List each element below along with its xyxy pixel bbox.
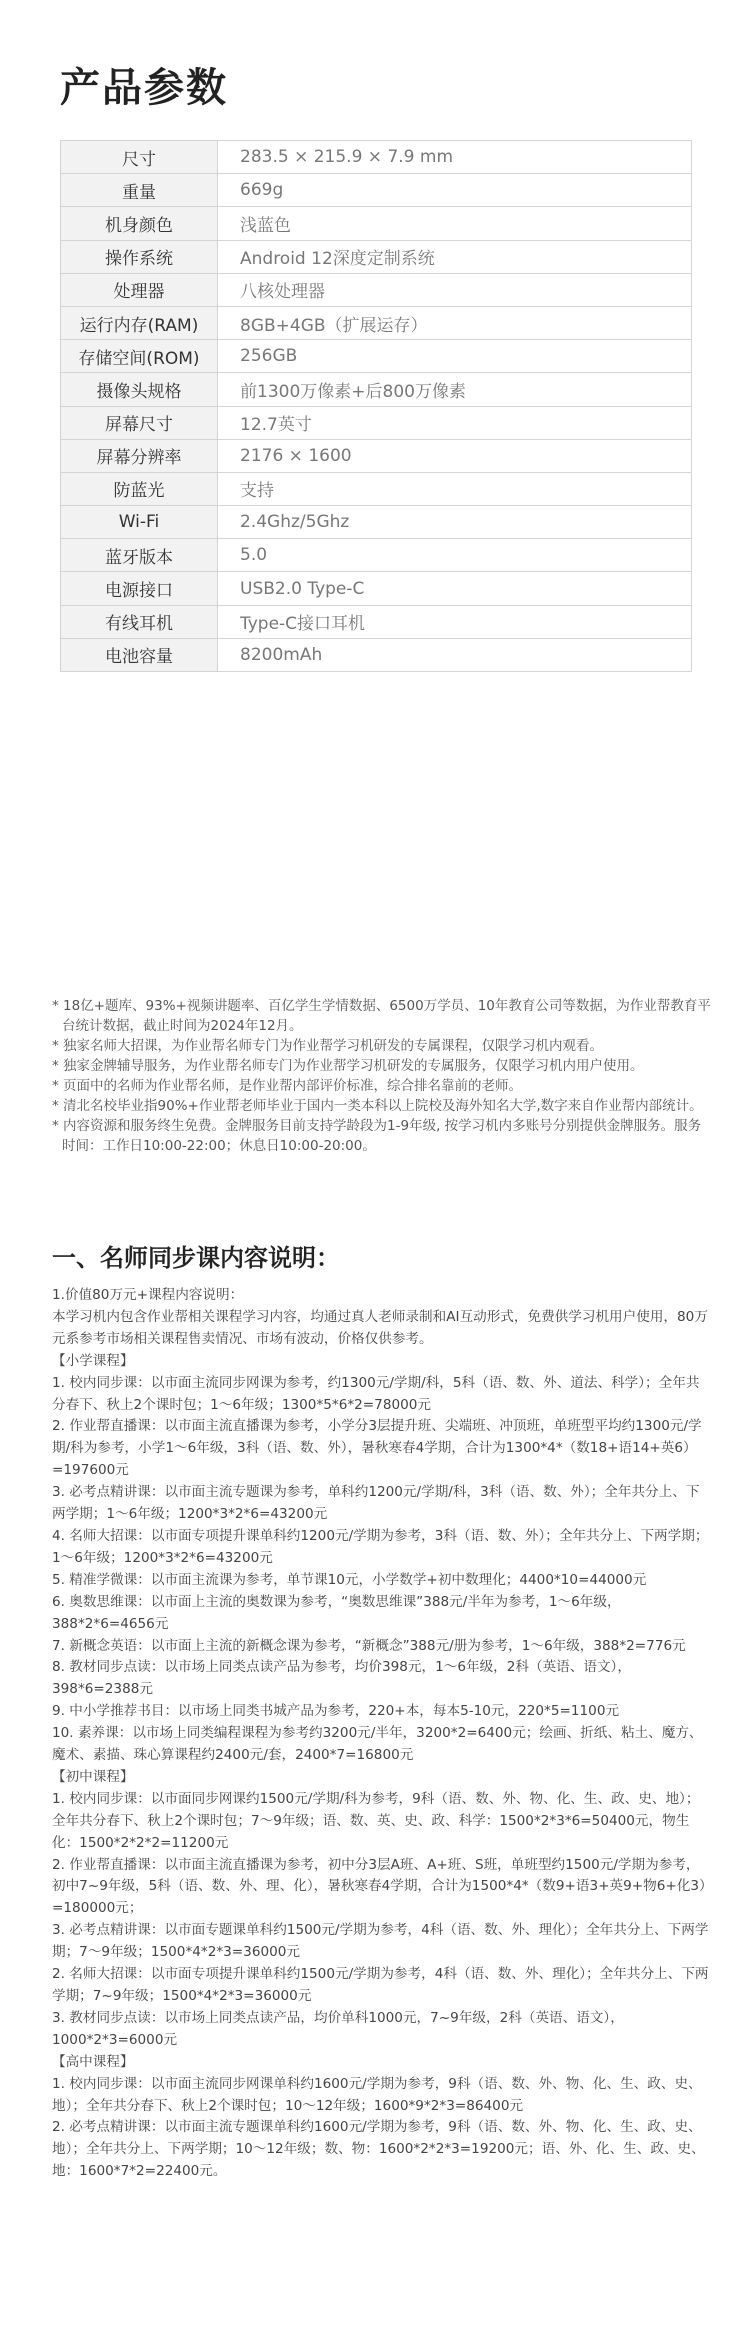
spec-key: 存储空间(ROM) (61, 340, 218, 373)
content-line: 1. 校内同步课：以市面主流同步网课单科约1600元/学期为参考，9科（语、数、外、物、化、生、政、史、地）；全年共分春下、秋上2个课时包；10～12年级；1600*9*2*3=86400元 (52, 2075, 702, 2114)
spec-row (61, 207, 692, 240)
spec-row (61, 572, 692, 605)
content-line: 4. 名师大招课：以市面专项提升课单科约1200元/学期为参考，3科（语、数、外）；全年共分上、下两学期；1～6年级；1200*3*2*6=43200元 (52, 1527, 709, 1566)
spec-key: 防蓝光 (61, 472, 218, 505)
spec-row (61, 472, 692, 505)
spec-value: 2.4Ghz/5Ghz (218, 506, 692, 539)
footnotes (52, 996, 712, 1156)
spec-row (61, 638, 692, 671)
section-title: 一、名师同步课内容说明： (52, 1244, 340, 1272)
content-line: 【小学课程】 (52, 1352, 134, 1369)
spec-key: 重量 (61, 174, 218, 207)
spec-row (61, 141, 692, 174)
content-line: 8. 教材同步点读：以市场上同类点读产品为参考，均价398元，1～6年级，2科（英语、语文），398*6=2388元 (52, 1659, 631, 1698)
spec-value: 8GB+4GB（扩展运存） (218, 306, 692, 339)
spec-key: 摄像头规格 (61, 373, 218, 406)
footnote-item: * 内容资源和服务终生免费。金牌服务目前支持学龄段为1-9年级, 按学习机内多账号分别提供金牌服务。服务时间：工作日10:00-22:00；休息日10:00-20:00。 (52, 1118, 702, 1154)
content-line: 3. 必考点精讲课：以市面主流专题课为参考，单科约1200元/学期/科，3科（语、数、外）；全年共分上、下两学期；1～6年级；1200*3*2*6=43200元 (52, 1484, 700, 1523)
content-line: 1. 校内同步课：以市面主流同步网课为参考，约1300元/学期/科，5科（语、数、外、道法、科学）；全年共分春下、秋上2个课时包；1～6年级；1300*5*6*2=78000元 (52, 1374, 700, 1413)
spec-row (61, 306, 692, 339)
content-line: 【初中课程】 (52, 1768, 134, 1785)
spec-key: 电源接口 (61, 572, 218, 605)
content-line: 5. 精准学微课：以市面主流课为参考，单节课10元，小学数学+初中数理化；4400*10=44000元 (52, 1571, 647, 1588)
spec-value: Type-C接口耳机 (218, 605, 692, 638)
content-line: 10. 素养课：以市场上同类编程课程为参考约3200元/半年，3200*2=6400元；绘画、折纸、粘土、魔方、魔术、素描、珠心算课程约2400元/套，2400*7=16800元 (52, 1725, 703, 1764)
spec-key: 有线耳机 (61, 605, 218, 638)
spec-key: 屏幕尺寸 (61, 406, 218, 439)
spec-value: 669g (218, 174, 692, 207)
spec-key: 蓝牙版本 (61, 539, 218, 572)
page-title: 产品参数 (60, 65, 228, 111)
spec-key: 屏幕分辨率 (61, 439, 218, 472)
spec-row (61, 373, 692, 406)
content-line: 【高中课程】 (52, 2053, 134, 2070)
spec-value: 前1300万像素+后800万像素 (218, 373, 692, 406)
spec-row (61, 240, 692, 273)
spec-row (61, 273, 692, 306)
spec-key: 机身颜色 (61, 207, 218, 240)
content-line: 6. 奥数思维课：以市面上主流的奥数课为参考，“奥数思维课”388元/半年为参考，1～6年级，388*2*6=4656元 (52, 1593, 621, 1632)
spec-value: 浅蓝色 (218, 207, 692, 240)
spec-value: 5.0 (218, 539, 692, 572)
content-line: 2. 名师大招课：以市面专项提升课单科约1500元/学期为参考，4科（语、数、外、理化）；全年共分上、下两学期；7~9年级；1500*4*2*3=36000元 (52, 1966, 709, 2004)
content-line: 3. 必考点精讲课：以市面专题课单科约1500元/学期为参考，4科（语、数、外、理化）；全年共分上、下两学期；7～9年级；1500*4*2*3=36000元 (52, 1922, 709, 1961)
spec-key: Wi-Fi (61, 506, 218, 539)
spec-value: 12.7英寸 (218, 406, 692, 439)
spec-value: 八核处理器 (218, 273, 692, 306)
spec-row (61, 340, 692, 373)
spec-value: 283.5 × 215.9 × 7.9 mm (218, 141, 692, 174)
spec-key: 尺寸 (61, 141, 218, 174)
course-content (52, 1285, 712, 2183)
spec-key: 操作系统 (61, 240, 218, 273)
content-line: 9. 中小学推荐书目：以市场上同类书城产品为参考，220+本，每本5-10元，220*5=1100元 (52, 1703, 620, 1720)
footnote-item: * 清北名校毕业指90%+作业帮老师毕业于国内一类本科以上院校及海外知名大学,数字来自作业帮内部统计。 (52, 1098, 703, 1114)
spec-value: USB2.0 Type-C (218, 572, 692, 605)
spec-row (61, 539, 692, 572)
spec-row (61, 174, 692, 207)
content-line: 7. 新概念英语：以市面上主流的新概念课为参考，“新概念”388元/册为参考，1～6年级，388*2=776元 (52, 1637, 686, 1654)
spec-row (61, 605, 692, 638)
spec-key: 运行内存(RAM) (61, 306, 218, 339)
spec-row (61, 506, 692, 539)
spec-value: 256GB (218, 340, 692, 373)
content-line: 2. 作业帮直播课：以市面主流直播课为参考，小学分3层提升班、尖端班、冲顶班，单班型平均约1300元/学期/科为参考，小学1～6年级，3科（语、数、外），暑秋寒春4学期，合计为1300*4*（数18+语14+英6）=197600元 (52, 1418, 702, 1479)
spec-row (61, 439, 692, 472)
footnote-item: * 18亿+题库、93%+视频讲题率、百亿学生学情数据、6500万学员、10年教育公司等数据，为作业帮教育平台统计数据，截止时间为2024年12月。 (52, 998, 711, 1034)
spec-value: 2176 × 1600 (218, 439, 692, 472)
footnote-item: * 独家金牌辅导服务，为作业帮名师专门为作业帮学习机研发的专属服务，仅限学习机内用户使用。 (52, 1058, 644, 1074)
footnote-item: * 独家名师大招课，为作业帮名师专门为作业帮学习机研发的专属课程，仅限学习机内观看。 (52, 1038, 604, 1054)
content-line: 3. 教材同步点读：以市场上同类点读产品，均价单科1000元，7~9年级，2科（英语、语文），1000*2*3=6000元 (52, 2009, 624, 2048)
spec-value: 支持 (218, 472, 692, 505)
content-line: 2. 作业帮直播课：以市面主流直播课为参考，初中分3层A班、A+班、S班，单班型约1500元/学期为参考，初中7~9年级，5科（语、数、外、理、化），暑秋寒春4学期，合计为1500*4*（数9+语3+英9+物6+化3）=180000元； (52, 1856, 706, 1917)
spec-value: 8200mAh (218, 638, 692, 671)
spec-row (61, 406, 692, 439)
content-line: 2. 必考点精讲课：以市面主流专题课单科约1600元/学期为参考，9科（语、数、外、物、化、生、政、史、地）；全年共分上、下两学期；10～12年级；数、物：1600*2*2*3=19200元；语、外、化、生、政、史、地：1600*7*2=22400元。 (52, 2119, 705, 2180)
spec-table (60, 140, 692, 672)
spec-key: 电池容量 (61, 638, 218, 671)
content-line: 本学习机内包含作业帮相关课程学习内容，均通过真人老师录制和AI互动形式，免费供学习机用户使用，80万元系参考市场相关课程售卖情况、市场有波动，价格仅供参考。 (52, 1308, 708, 1347)
spec-value: Android 12深度定制系统 (218, 240, 692, 273)
content-line: 1.价值80万元+课程内容说明： (52, 1287, 244, 1303)
content-line: 1. 校内同步课：以市面同步网课约1500元/学期/科为参考，9科（语、数、外、物、化、生、政、史、地）；全年共分春下、秋上2个课时包；7～9年级；语、数、英、史、政、科学：1500*2*3*6=50400元，物生化：1500*2*2*2=11200元 (52, 1790, 700, 1851)
footnote-item: * 页面中的名师为作业帮名师，是作业帮内部评价标准，综合排名靠前的老师。 (52, 1078, 523, 1094)
spec-key: 处理器 (61, 273, 218, 306)
